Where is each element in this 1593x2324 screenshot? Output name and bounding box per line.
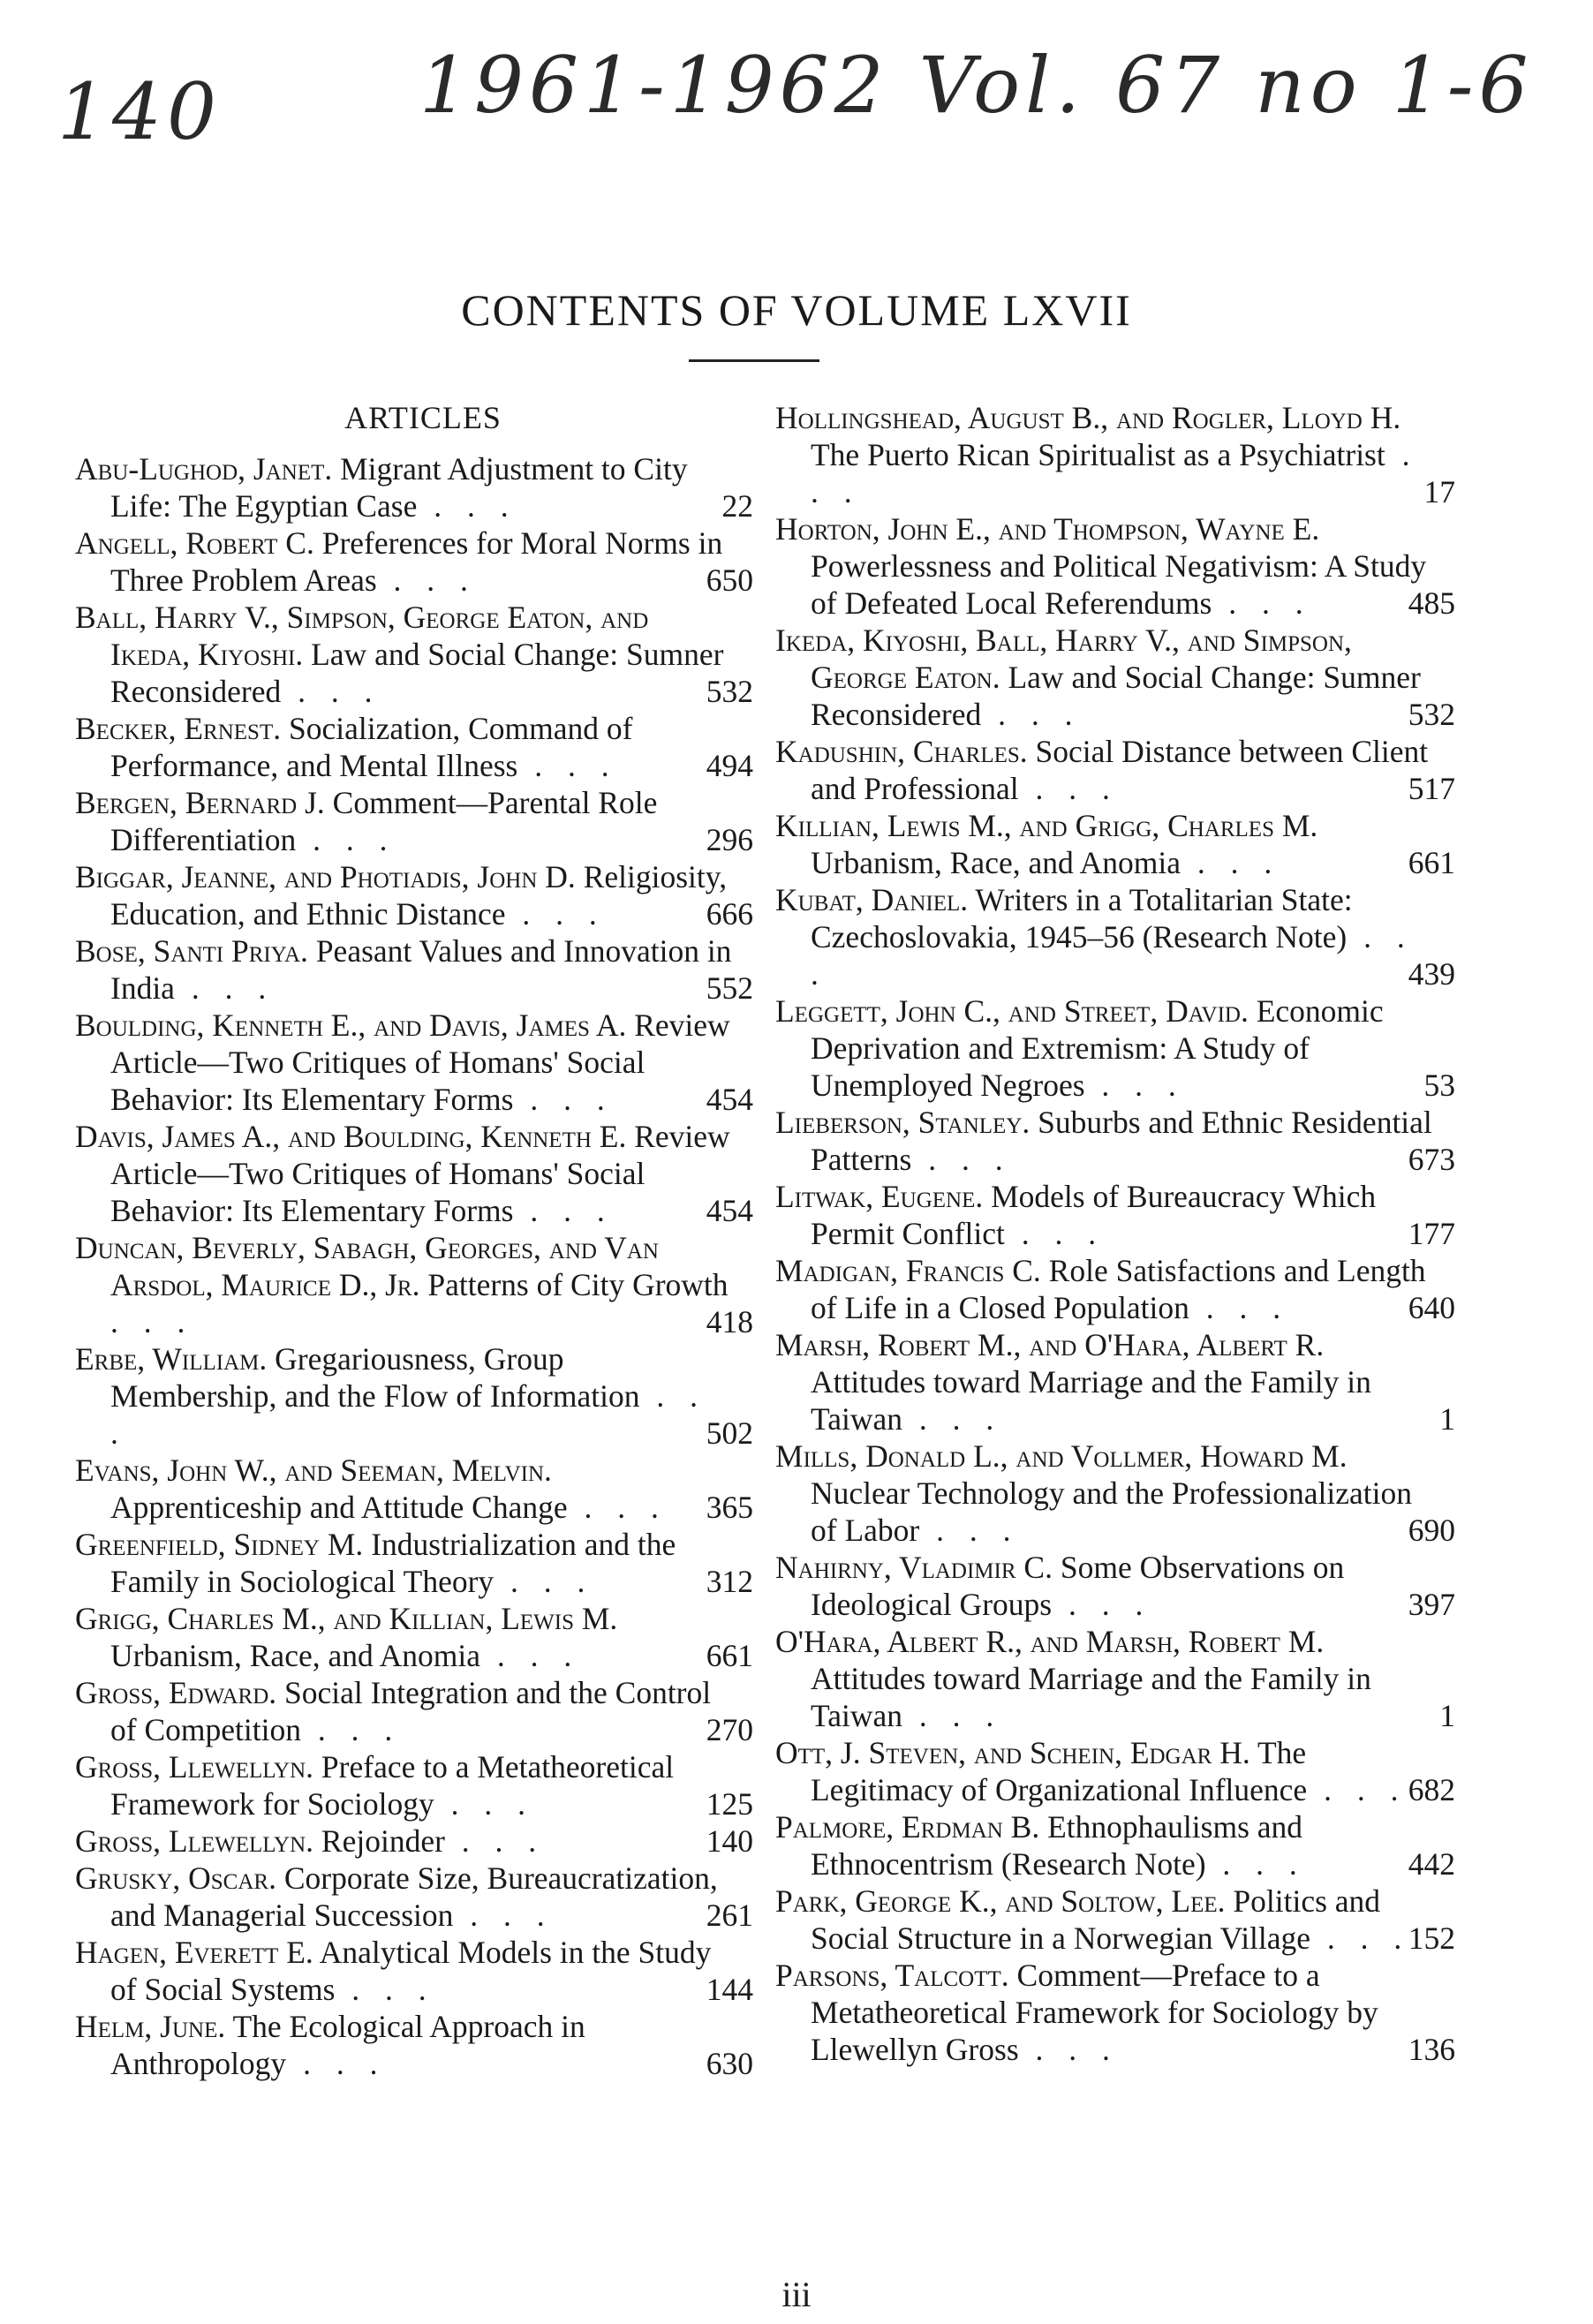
entry-title: Preface to a Metatheoretical Framework for Sociology: [110, 1749, 675, 1822]
entry-title: Review Article—Two Critiques of Homans' Social Behavior: Its Elementary Forms: [110, 1119, 730, 1228]
entry-author: Gross, Edward.: [75, 1675, 277, 1710]
dot-leader: . . .: [1018, 2032, 1119, 2067]
handwritten-volume-note: 1961-1962 Vol. 67 no 1-6: [419, 40, 1534, 131]
entry-page-number: 365: [706, 1490, 753, 1525]
entry-page-number: 682: [1408, 1772, 1455, 1807]
entry-title: Socialization, Command of Performance, and Mental Illness: [110, 711, 633, 783]
entry-title: Role Satisfactions and Length of Life in a Closed Population: [811, 1253, 1426, 1325]
entry-author: O'Hara, Albert R., and Marsh, Robert M.: [775, 1624, 1325, 1659]
entry-page-number: 673: [1408, 1142, 1455, 1177]
entry-title: Models of Bureaucracy Which Permit Conflict: [811, 1179, 1377, 1251]
entry-title: Gregariousness, Group Membership, and the Flow of Information: [110, 1341, 640, 1414]
toc-entry: [75, 858, 753, 932]
dot-leader: . . .: [919, 1513, 1020, 1548]
dot-leader: . . .: [1307, 1772, 1408, 1807]
dot-leader: . . .: [286, 2046, 387, 2081]
toc-entry: [775, 1957, 1455, 2068]
entry-page-number: 418: [706, 1304, 753, 1339]
entry-author: Davis, James A., and Boulding, Kenneth E.: [75, 1119, 627, 1154]
dot-leader: . . .: [110, 1304, 194, 1339]
toc-entry: [775, 1178, 1455, 1252]
entry-author: Abu-Lughod, Janet.: [75, 451, 333, 487]
toc-entry: [75, 1934, 753, 2008]
entry-title: Peasant Values and Innovation in India: [110, 933, 732, 1006]
entry-title: Migrant Adjustment to City Life: The Egyptian Case: [110, 451, 688, 524]
toc-entry: [75, 1229, 753, 1340]
entry-page-number: 532: [1408, 697, 1455, 732]
entry-author: Ikeda, Kiyoshi, Ball, Harry V., and Simpson, George Eaton.: [775, 622, 1352, 695]
toc-entry: [75, 932, 753, 1007]
entry-title: Powerlessness and Political Negativism: A Study of Defeated Local Referendums: [811, 548, 1427, 621]
dot-leader: . . .: [453, 1898, 554, 1933]
toc-entry: [775, 1734, 1455, 1808]
entry-title: The Puerto Rican Spiritualist as a Psychiatrist: [811, 437, 1385, 472]
left-entry-list: [75, 450, 753, 2082]
dot-leader: . . .: [281, 674, 381, 709]
entry-title: Corporate Size, Bureaucratization, and Managerial Succession: [110, 1860, 718, 1933]
entry-page-number: 152: [1408, 1920, 1455, 1956]
dot-leader: . . .: [1310, 1920, 1411, 1956]
entry-page-number: 502: [706, 1415, 753, 1451]
entry-author: Palmore, Erdman B.: [775, 1809, 1040, 1845]
entry-title: Economic Deprivation and Extremism: A Study of Unemployed Negroes: [811, 993, 1384, 1103]
entry-title: Ethnophaulisms and Ethnocentrism (Research Note): [811, 1809, 1303, 1882]
entry-author: Erbe, William.: [75, 1341, 268, 1377]
dot-leader: . . .: [1205, 1846, 1306, 1882]
toc-entry: [75, 1452, 753, 1526]
toc-entry: [75, 599, 753, 710]
entry-page-number: 177: [1408, 1216, 1455, 1251]
entry-author: Park, George K., and Soltow, Lee.: [775, 1883, 1226, 1919]
toc-entry: [775, 1252, 1455, 1326]
entry-author: Mills, Donald L., and Vollmer, Howard M.: [775, 1438, 1348, 1474]
toc-entry: [75, 1822, 753, 1860]
dot-leader: . . .: [1018, 771, 1119, 806]
entry-author: Litwak, Eugene.: [775, 1179, 984, 1214]
entry-page-number: 17: [1423, 474, 1455, 509]
toc-entry: [75, 710, 753, 784]
entry-title: Comment—Parental Role Differentiation: [110, 785, 658, 857]
dot-leader: . . .: [1052, 1587, 1152, 1622]
entry-page-number: 532: [706, 674, 753, 709]
toc-entry: [775, 1104, 1455, 1178]
entry-author: Evans, John W., and Seeman, Melvin.: [75, 1452, 552, 1488]
entry-author: Angell, Robert C.: [75, 525, 314, 561]
entry-title: Suburbs and Ethnic Residential Patterns: [811, 1105, 1432, 1177]
dot-leader: . . .: [567, 1490, 668, 1525]
dot-leader: . . .: [1004, 1216, 1106, 1251]
entry-title: Social Distance between Client and Professional: [811, 734, 1429, 806]
dot-leader: . . .: [444, 1823, 546, 1859]
entry-title: Law and Social Change: Sumner Reconsidered: [811, 660, 1421, 732]
entry-title: Religiosity, Education, and Ethnic Distance: [110, 859, 728, 932]
toc-entry: [75, 1007, 753, 1118]
dot-leader: . . .: [296, 822, 396, 857]
toc-entry: [775, 510, 1455, 622]
right-entry-list: [775, 399, 1455, 2068]
entry-author: Nahirny, Vladimir C.: [775, 1550, 1053, 1585]
entry-title: Attitudes toward Marriage and the Family in Taiwan: [811, 1364, 1371, 1437]
entry-page-number: 22: [721, 488, 753, 524]
entry-title: Writers in a Totalitarian State: Czechoslovakia, 1945–56 (Research Note): [811, 882, 1353, 954]
handwritten-annotation: [49, 40, 1567, 172]
entry-page-number: 442: [1408, 1846, 1455, 1882]
toc-entry: [75, 784, 753, 858]
handwritten-number: 140: [57, 66, 222, 157]
toc-entry: [775, 992, 1455, 1104]
toc-entry: [75, 1118, 753, 1229]
dot-leader: . . .: [911, 1142, 1012, 1177]
dot-leader: . . .: [1181, 845, 1281, 880]
dot-leader: . . .: [300, 1712, 402, 1747]
entry-author: Horton, John E., and Thompson, Wayne E.: [775, 511, 1320, 547]
dot-leader: . . .: [811, 919, 1414, 992]
entry-page-number: 661: [706, 1638, 753, 1673]
entry-author: Kadushin, Charles.: [775, 734, 1028, 769]
entry-page-number: 1: [1439, 1698, 1455, 1733]
entry-page-number: 630: [706, 2046, 753, 2081]
left-column: [75, 399, 753, 2082]
entry-page-number: 270: [706, 1712, 753, 1747]
entry-page-number: 144: [706, 1972, 753, 2007]
page-title: CONTENTS OF VOLUME LXVII: [461, 285, 1132, 335]
entry-page-number: 485: [1408, 585, 1455, 621]
toc-entry: [75, 1340, 753, 1452]
entry-author: Duncan, Beverly, Sabagh, Georges, and Van Arsdol, Maurice D., Jr.: [75, 1230, 659, 1302]
entry-title: Preferences for Moral Norms in Three Problem Areas: [110, 525, 723, 598]
toc-entry: [775, 399, 1455, 510]
entry-page-number: 140: [706, 1823, 753, 1859]
entry-author: Ott, J. Steven, and Schein, Edgar H.: [775, 1735, 1250, 1770]
entry-title: Apprenticeship and Attitude Change: [110, 1490, 568, 1525]
entry-author: Greenfield, Sidney M.: [75, 1527, 364, 1562]
entry-title: Politics and Social Structure in a Norwegian Village: [811, 1883, 1381, 1956]
dot-leader: . . .: [902, 1401, 1003, 1437]
dot-leader: . . .: [1212, 585, 1312, 621]
entry-title: The Legitimacy of Organizational Influence: [811, 1735, 1308, 1807]
toc-entry: [75, 524, 753, 599]
entry-page-number: 640: [1408, 1290, 1455, 1325]
entry-author: Hollingshead, August B., and Rogler, Lloyd H.: [775, 400, 1401, 435]
dot-leader: . . .: [517, 748, 618, 783]
entry-author: Leggett, John C., and Street, David.: [775, 993, 1249, 1029]
entry-author: Killian, Lewis M., and Grigg, Charles M.: [775, 808, 1318, 843]
entry-page-number: 690: [1408, 1513, 1455, 1548]
entry-title: Rejoinder: [321, 1823, 445, 1859]
entry-title: Urbanism, Race, and Anomia: [110, 1638, 480, 1673]
entry-author: Boulding, Kenneth E., and Davis, James A.: [75, 1007, 627, 1043]
toc-entry: [75, 1600, 753, 1674]
dot-leader: . . .: [480, 1638, 581, 1673]
entry-author: Bose, Santi Priya.: [75, 933, 308, 969]
entry-author: Bergen, Bernard J.: [75, 785, 325, 820]
dot-leader: . . .: [174, 970, 276, 1006]
right-column: [775, 399, 1455, 2068]
entry-page-number: 517: [1408, 771, 1455, 806]
dot-leader: . . .: [494, 1564, 594, 1599]
entry-page-number: 312: [706, 1564, 753, 1599]
entry-author: Madigan, Francis C.: [775, 1253, 1041, 1288]
toc-entry: [75, 1674, 753, 1748]
dot-leader: . . .: [981, 697, 1082, 732]
entry-title: Law and Social Change: Sumner Reconsidered: [110, 637, 724, 709]
section-heading: ARTICLES: [344, 400, 502, 435]
dot-leader: . . .: [513, 1082, 614, 1117]
entry-page-number: 261: [706, 1898, 753, 1933]
toc-entry: [75, 1860, 753, 1934]
entry-title: Some Observations on Ideological Groups: [811, 1550, 1345, 1622]
toc-entry: [75, 450, 753, 524]
entry-author: Grusky, Oscar.: [75, 1860, 276, 1896]
dot-leader: . . .: [335, 1972, 435, 2007]
dot-leader: . . .: [1084, 1068, 1185, 1103]
dot-leader: . . .: [110, 1378, 706, 1451]
toc-entry: [775, 881, 1455, 992]
entry-author: Marsh, Robert M., and O'Hara, Albert R.: [775, 1327, 1325, 1362]
entry-page-number: 1: [1439, 1401, 1455, 1437]
toc-entry: [75, 2008, 753, 2082]
entry-page-number: 53: [1423, 1068, 1455, 1103]
entry-title: Analytical Models in the Study of Social Systems: [110, 1935, 712, 2007]
toc-entry: [775, 622, 1455, 733]
entry-page-number: 661: [1408, 845, 1455, 880]
entry-author: Hagen, Everett E.: [75, 1935, 313, 1970]
entry-author: Becker, Ernest.: [75, 711, 282, 746]
entry-title: The Ecological Approach in Anthropology: [110, 2009, 585, 2081]
entry-author: Ball, Harry V., Simpson, George Eaton, and Ikeda, Kiyoshi.: [75, 600, 649, 672]
toc-entry: [75, 1526, 753, 1600]
entry-author: Gross, Llewellyn.: [75, 1823, 314, 1859]
entry-title: Social Integration and the Control of Competition: [110, 1675, 712, 1747]
entry-author: Grigg, Charles M., and Killian, Lewis M.: [75, 1601, 618, 1636]
entry-page-number: 494: [706, 748, 753, 783]
toc-entry: [775, 1549, 1455, 1623]
entry-page-number: 666: [706, 896, 753, 932]
entry-author: Biggar, Jeanne, and Photiadis, John D.: [75, 859, 576, 894]
entry-page-number: 136: [1408, 2032, 1455, 2067]
entry-title: Patterns of City Growth: [427, 1267, 729, 1302]
entry-title: Industrialization and the Family in Sociological Theory: [110, 1527, 676, 1599]
dot-leader: . . .: [505, 896, 606, 932]
title-rule: [689, 359, 819, 362]
entry-author: Lieberson, Stanley.: [775, 1105, 1031, 1140]
entry-page-number: 397: [1408, 1587, 1455, 1622]
toc-entry: [775, 1883, 1455, 1957]
dot-leader: . . .: [902, 1698, 1003, 1733]
entry-author: Parsons, Talcott.: [775, 1958, 1009, 1993]
entry-author: Gross, Llewellyn.: [75, 1749, 314, 1784]
toc-entry: [775, 1623, 1455, 1734]
entry-page-number: 296: [706, 822, 753, 857]
toc-entry: [775, 1437, 1455, 1549]
dot-leader: . . .: [417, 488, 517, 524]
toc-entry: [775, 733, 1455, 807]
entry-title: Review Article—Two Critiques of Homans' Social Behavior: Its Elementary Forms: [110, 1007, 730, 1117]
toc-entry: [75, 1748, 753, 1822]
entry-page-number: 552: [706, 970, 753, 1006]
dot-leader: . . .: [513, 1193, 614, 1228]
dot-leader: . . .: [434, 1786, 535, 1822]
entry-page-number: 454: [706, 1082, 753, 1117]
entry-title: Nuclear Technology and the Professionalization of Labor: [811, 1475, 1413, 1548]
toc-entry: [775, 1808, 1455, 1883]
entry-author: Helm, June.: [75, 2009, 226, 2044]
entry-page-number: 125: [706, 1786, 753, 1822]
entry-page-number: 454: [706, 1193, 753, 1228]
entry-page-number: 439: [1408, 956, 1455, 992]
toc-entry: [775, 807, 1455, 881]
dot-leader: . . .: [376, 562, 477, 598]
entry-title: Urbanism, Race, and Anomia: [811, 845, 1181, 880]
toc-entry: [775, 1326, 1455, 1437]
entry-title: Comment—Preface to a Metatheoretical Framework for Sociology by Llewellyn Gross: [811, 1958, 1378, 2067]
entry-author: Kubat, Daniel.: [775, 882, 969, 917]
entry-title: Attitudes toward Marriage and the Family in Taiwan: [811, 1661, 1371, 1733]
page-folio: iii: [781, 2275, 812, 2314]
entry-page-number: 650: [706, 562, 753, 598]
dot-leader: . . .: [811, 437, 1419, 509]
dot-leader: . . .: [1189, 1290, 1290, 1325]
